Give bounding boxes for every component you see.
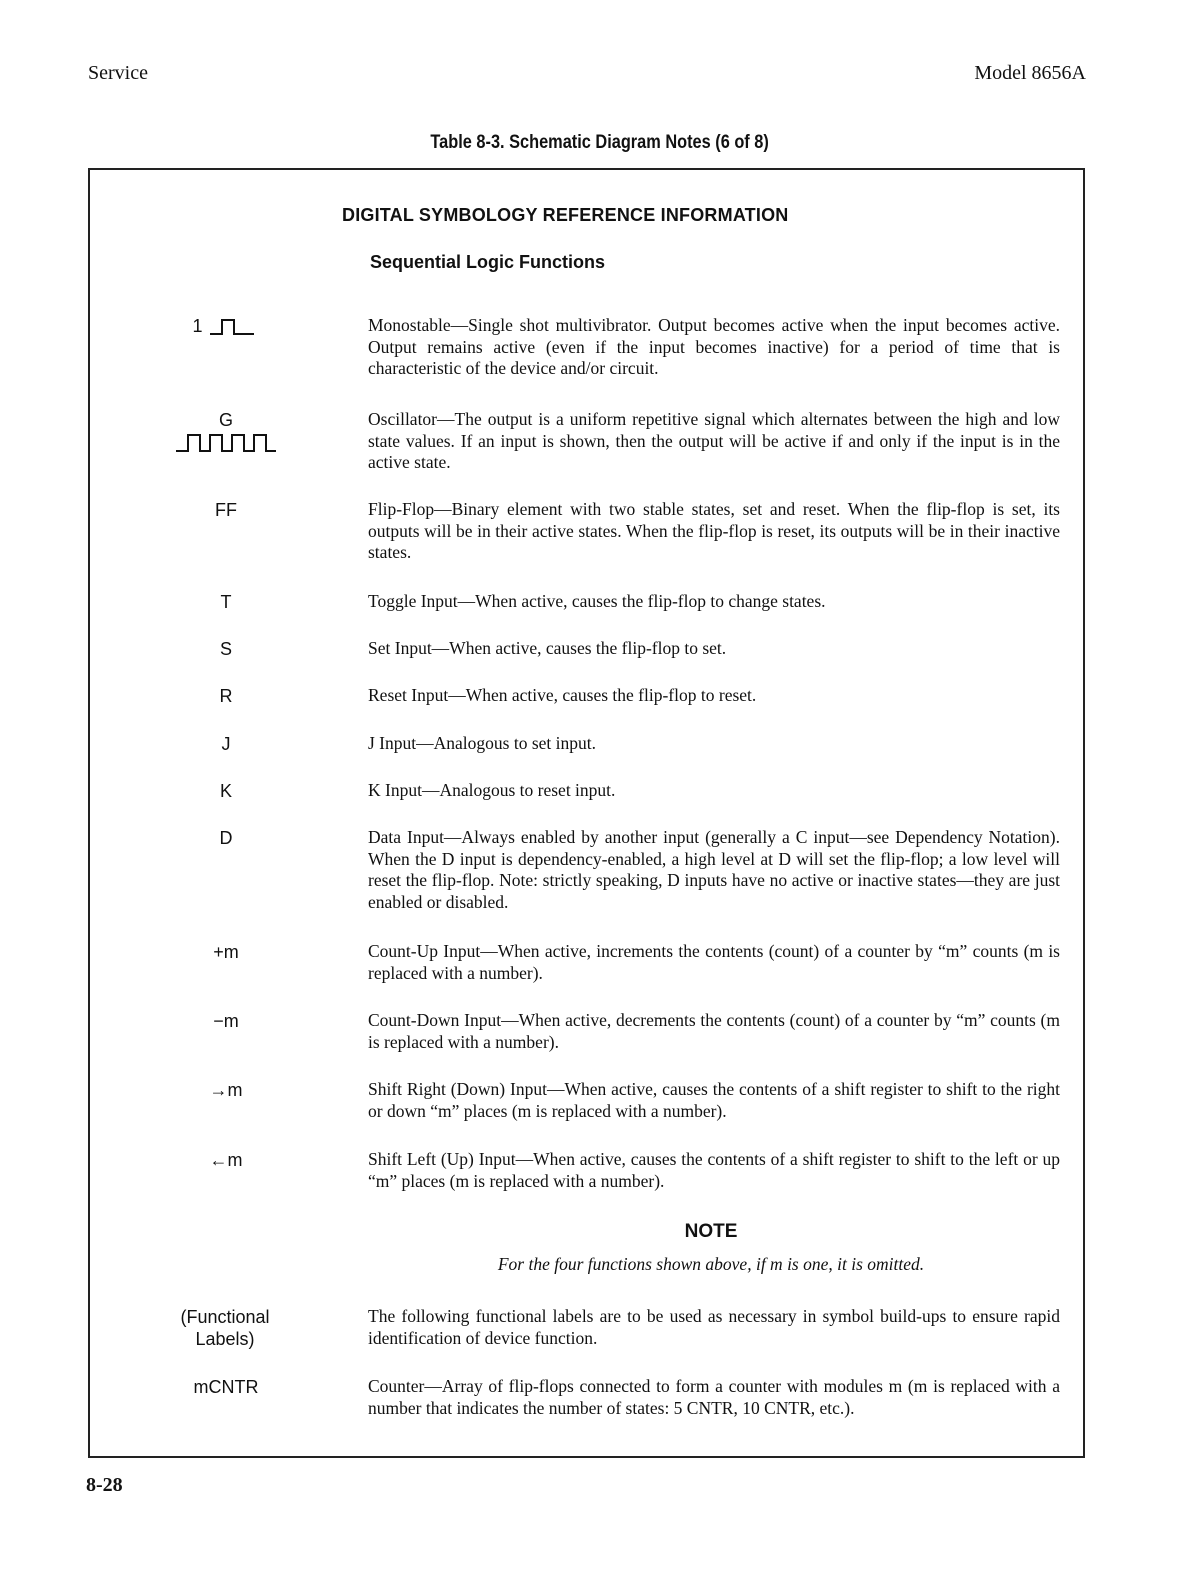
entry-description: J Input—Analogous to set input. — [368, 733, 596, 753]
single-pulse-icon — [208, 317, 260, 337]
entry-description: The following functional labels are to be used as necessary in symbol build-ups to ensure rapid identification of device function. — [368, 1306, 1060, 1348]
symbol-text: →m — [209, 1080, 243, 1100]
symbol-text: 1 — [192, 316, 203, 336]
entry-description: Reset Input—When active, causes the flip-flop to reset. — [368, 685, 757, 705]
section-title: DIGITAL SYMBOLOGY REFERENCE INFORMATION — [342, 205, 789, 225]
entry-description: Data Input—Always enabled by another input (generally a C input—see Dependency Notation). When the D input is dependency-enabled, a high level at D will set the flip-flop; a low level will reset the flip-flop. Note: strictly speaking, D inputs have no active or inactive states—they are just enabled or disabled. — [368, 827, 1060, 912]
page-number: 8-28 — [86, 1474, 123, 1496]
symbol-text: mCNTR — [193, 1377, 259, 1397]
symbol-text: D — [219, 828, 233, 848]
entry-description: K Input—Analogous to reset input. — [368, 780, 616, 800]
entry-description: Monostable—Single shot multivibrator. Output becomes active when the input becomes active. Output remains active (even if the input becomes inactive) for a period of time that is characteristic of the device and/or circuit. — [368, 315, 1060, 378]
entry-description: Counter—Array of flip-flops connected to form a counter with modules m (m is replaced with a number that indicates the number of states: 5 CNTR, 10 CNTR, etc.). — [368, 1376, 1060, 1418]
header-model-label: Model 8656A — [974, 62, 1086, 84]
note-text: For the four functions shown above, if m is one, it is omitted. — [497, 1254, 925, 1274]
symbol-text: K — [219, 781, 232, 801]
entry-description: Oscillator—The output is a uniform repetitive signal which alternates between the high and low state values. If an input is shown, then the output will be active if and only if the input is in the active state. — [368, 409, 1060, 472]
symbol-text: S — [219, 639, 232, 659]
entry-description: Shift Right (Down) Input—When active, causes the contents of a shift register to shift to the right or down “m” places (m is replaced with a number). — [368, 1079, 1060, 1121]
entry-description: Count-Up Input—When active, increments the contents (count) of a counter by “m” counts (m is replaced with a number). — [368, 941, 1060, 983]
entry-description: Toggle Input—When active, causes the flip-flop to change states. — [368, 591, 826, 611]
subsection-title: Sequential Logic Functions — [370, 252, 606, 272]
note-title: NOTE — [684, 1221, 738, 1242]
entry-description: Flip-Flop—Binary element with two stable states, set and reset. When the flip-flop is set, its outputs will be in their active states. When the flip-flop is reset, its outputs will be in their inactive states. — [368, 499, 1060, 562]
symbol-monostable — [150, 315, 302, 337]
table-title: Table 8-3. Schematic Diagram Notes (6 of 8) — [430, 132, 769, 153]
symbol-text: T — [220, 592, 232, 612]
pulse-train-icon — [174, 432, 278, 454]
symbol-text: (Functional Labels) — [180, 1307, 270, 1349]
symbol-text: G — [218, 410, 233, 430]
symbol-text: J — [221, 734, 231, 754]
entry-description: Shift Left (Up) Input—When active, causes the contents of a shift register to shift to the left or up “m” places (m is replaced with a number). — [368, 1149, 1060, 1191]
symbol-text: FF — [215, 500, 237, 520]
symbol-text: +m — [213, 942, 239, 962]
header-section-label: Service — [88, 62, 148, 84]
symbol-text: R — [219, 686, 233, 706]
entry-description: Count-Down Input—When active, decrements the contents (count) of a counter by “m” counts (m is replaced with a number). — [368, 1010, 1060, 1052]
symbol-oscillator — [150, 409, 302, 454]
symbol-text: ←m — [209, 1150, 243, 1170]
symbol-text: −m — [213, 1011, 239, 1031]
entry-description: Set Input—When active, causes the flip-flop to set. — [368, 638, 727, 658]
